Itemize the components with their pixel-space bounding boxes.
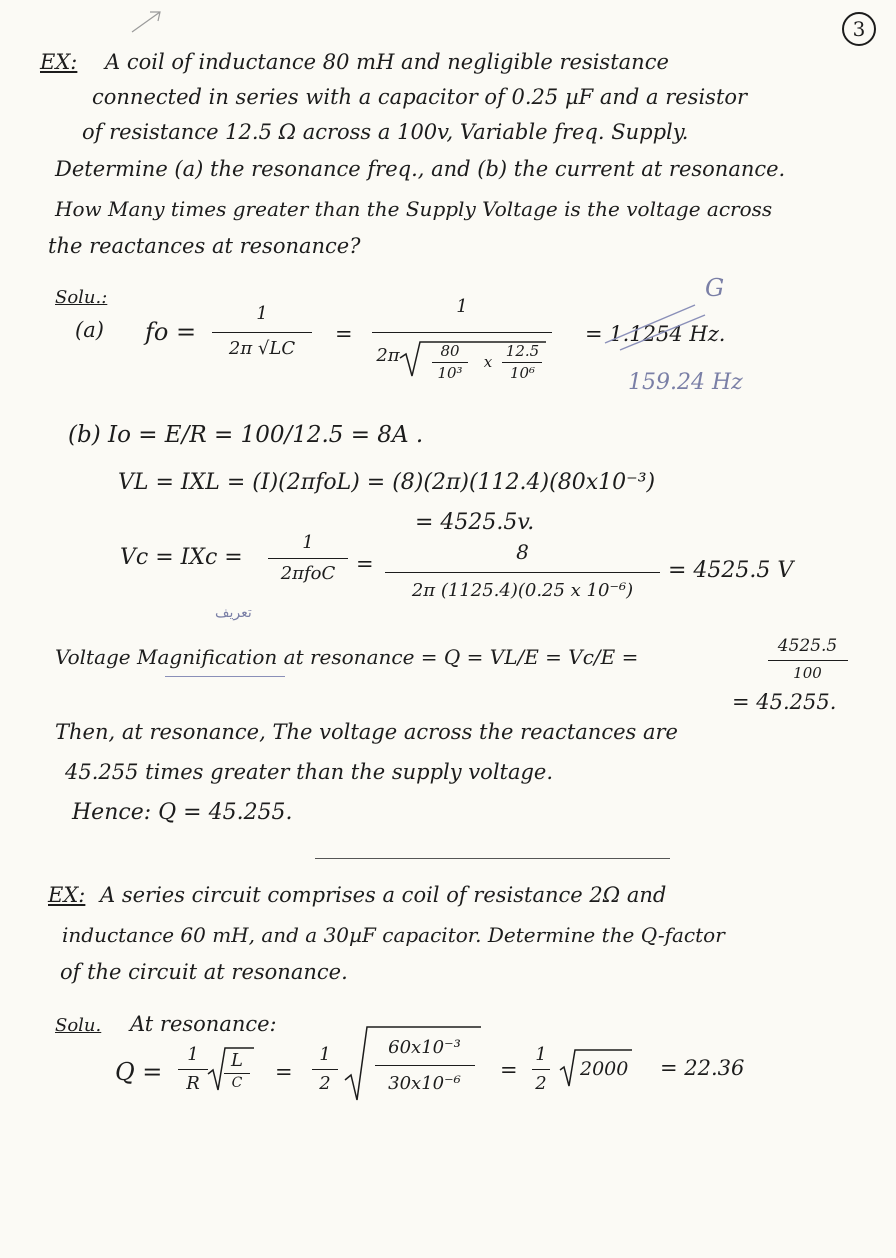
result-freq: = 1.1254 Hz. [585,322,726,346]
ex2-line-1: A series circuit comprises a coil of resistance 2Ω and [100,883,667,907]
den-2-b-bar [502,362,542,363]
half-2-num: 1 [535,1044,547,1065]
q-c-den: C [231,1075,243,1091]
vc-frac-2-bar [385,572,660,573]
ex2-line-3: of the circuit at resonance. [60,960,348,984]
section-divider [315,858,670,859]
page-number: 3 [842,12,876,46]
ex1-line-3: of resistance 12.5 Ω across a 100v, Variable freq. Supply. [82,120,689,144]
half-2-bar [532,1069,550,1070]
q-one-bar [178,1069,208,1070]
vc-frac-1-den: 2πfoC [280,563,336,584]
sol2-intro: At resonance: [130,1012,277,1036]
den-2-b-num: 12.5 [505,342,540,360]
vc-frac-1-bar [268,558,348,559]
q-equals-1: = [275,1060,293,1084]
q-result: = 22.36 [660,1056,745,1080]
q-one-num: 1 [187,1044,199,1065]
conclusion-line-2: 45.255 times greater than the supply voltage. [65,760,554,784]
correction-g: G [705,274,725,302]
pencil-arrow-icon [130,8,170,38]
arabic-note: تعريف [215,605,252,621]
vc-frac-2-den: 2π (1125.4)(0.25 x 10⁻⁶) [411,580,634,601]
q-equals-2: = [500,1058,518,1082]
current-io: (b) Io = E/R = 100/12.5 = 8A . [68,422,424,448]
den-2-a-bar [432,362,468,363]
q-symbol: Q = [115,1058,163,1086]
vc-result: = 4525.5 V [668,558,794,583]
ex1-line-2: connected in series with a capacitor of 0.25 µF and a resistor [92,85,748,109]
vm-frac-den: 100 [793,664,822,682]
half-2-den: 2 [535,1073,547,1094]
den-2-a-den: 10³ [437,364,463,382]
ratio-bar [375,1065,475,1066]
ratio-num: 60x10⁻³ [388,1037,461,1058]
fraction-1-den: 2π √LC [228,338,296,359]
vm-underline [165,676,285,677]
den-2-times: x [483,353,493,371]
ex1-line-5: How Many times greater than the Supply Voltage is the voltage across [55,197,773,221]
ex1-line-6: the reactances at resonance? [48,234,361,258]
vm-frac-num: 4525.5 [777,636,838,656]
fraction-1-bar [212,332,312,333]
ex2-label: EX: [48,883,86,907]
q-half-num: 1 [319,1044,331,1065]
q-half-bar [312,1069,338,1070]
root-2000: 2000 [580,1058,629,1080]
voltage-vl: VL = IXL = (I)(2πfoL) = (8)(2π)(112.4)(80x10⁻³) [118,470,656,495]
vm-frac-bar [768,660,848,661]
fraction-2-bar [372,332,552,333]
q-lc-bar [224,1073,250,1074]
sol1-label: Solu.: [55,287,108,308]
voltage-vc: Vc = IXc = [120,545,243,570]
fraction-1-num: 1 [256,303,268,324]
vc-equals: = [356,552,374,576]
vm-result: = 45.255. [732,690,837,714]
ratio-den: 30x10⁻⁶ [388,1073,461,1094]
q-r-den: R [186,1073,200,1094]
ex1-line-4: Determine (a) the resonance freq., and (b) the current at resonance. [55,157,786,181]
voltage-magnification: Voltage Magnification at resonance = Q = VL/E = Vc/E = [55,645,639,669]
equals-1: = [335,322,353,346]
sol2-label: Solu. [55,1015,102,1036]
ex2-line-2: inductance 60 mH, and a 30µF capacitor. Determine the Q-factor [62,923,725,947]
q-l-num: L [231,1050,243,1071]
fo-symbol: fo = [145,318,197,346]
part-a-label: (a) [75,318,104,342]
den-2-b-den: 10⁶ [509,364,536,382]
fraction-2-num: 1 [456,296,468,317]
q-half-den: 2 [319,1073,331,1094]
vc-frac-1-num: 1 [302,532,314,553]
fraction-2-den-prefix: 2π [376,345,400,366]
hence-q: Hence: Q = 45.255. [72,800,293,825]
strike-through-icon [600,295,710,355]
correction-value: 159.24 Hz [628,370,743,395]
vc-frac-2-num: 8 [516,540,529,564]
conclusion-line-1: Then, at resonance, The voltage across the reactances are [55,720,678,744]
den-2-a-num: 80 [440,342,460,360]
ex1-line-1: A coil of inductance 80 mH and negligible resistance [105,50,669,74]
voltage-vl-result: = 4525.5v. [415,510,535,535]
ex1-label: EX: [40,50,78,74]
